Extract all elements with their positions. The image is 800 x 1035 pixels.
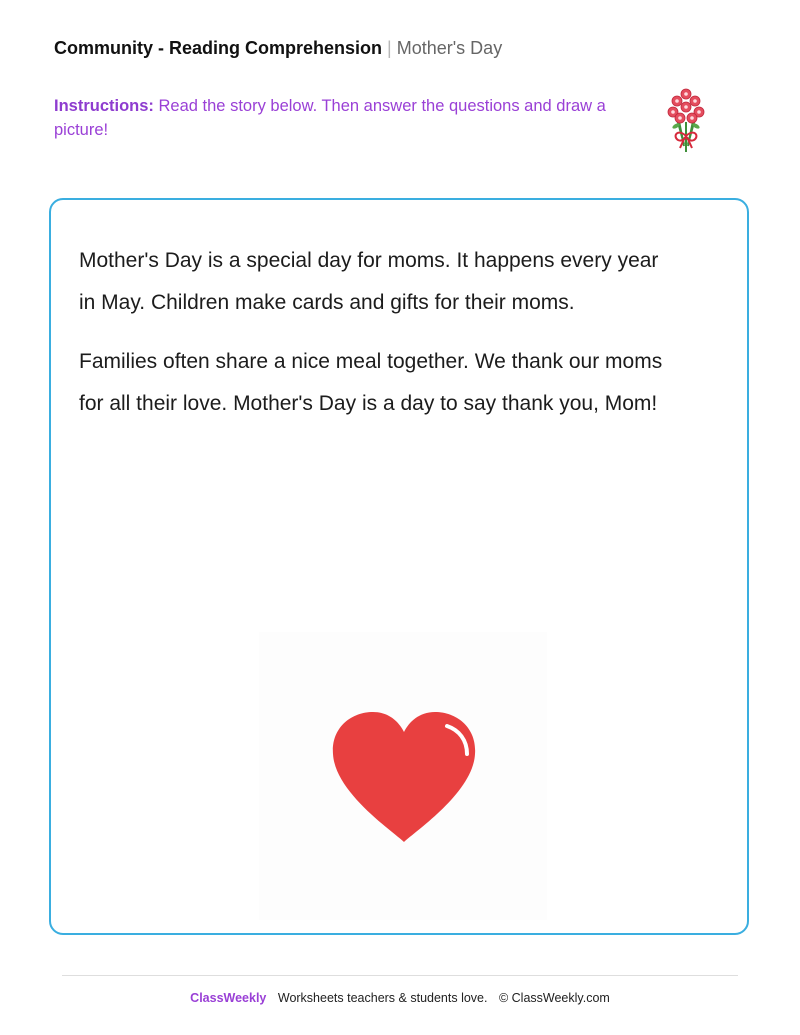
- page-header: [54, 38, 502, 59]
- instructions-label: Instructions:: [54, 97, 154, 115]
- story-text: [79, 240, 679, 442]
- footer-brand: ClassWeekly: [190, 991, 267, 1005]
- instructions: [54, 94, 614, 142]
- story-paragraph: Mother's Day is a special day for moms. It happens every year in May. Children make cards and gifts for their moms.: [79, 249, 659, 314]
- story-paragraph: Families often share a nice meal together. We thank our moms for all their love. Mother's Day is a day to say thank you, Mom!: [79, 350, 663, 415]
- worksheet-topic: Mother's Day: [396, 38, 503, 58]
- heart-icon: [329, 710, 479, 846]
- footer: [0, 991, 800, 1005]
- story-box: [49, 198, 749, 935]
- footer-copyright: © ClassWeekly.com: [498, 991, 610, 1005]
- worksheet-title: Community - Reading Comprehension: [54, 38, 383, 58]
- flower-bouquet-icon: [660, 86, 712, 158]
- title-separator: |: [387, 38, 392, 58]
- story-illustration: [259, 632, 547, 920]
- footer-divider: [62, 975, 738, 976]
- instructions-text: Read the story below. Then answer the questions and draw a picture!: [54, 97, 606, 139]
- footer-tagline: Worksheets teachers & students love.: [277, 991, 488, 1005]
